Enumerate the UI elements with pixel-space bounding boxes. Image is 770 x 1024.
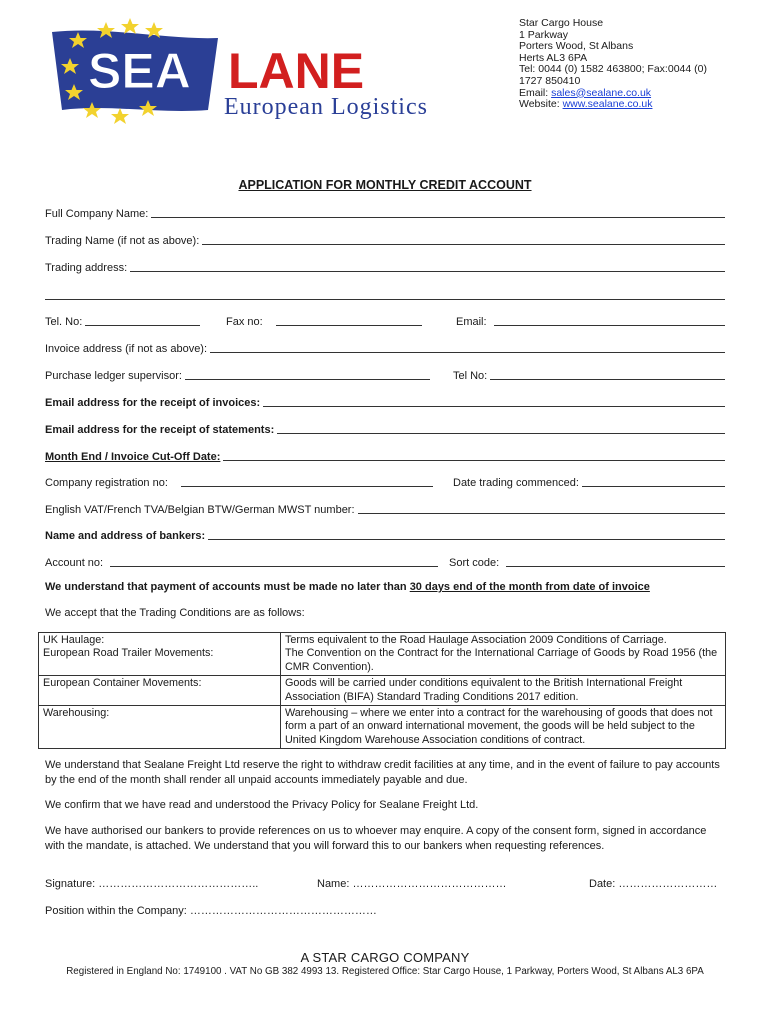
uk-haulage-terms: Terms equivalent to the Road Haulage Association 2009 Conditions of Carriage.: [285, 634, 667, 646]
star-cargo-company: A STAR CARGO COMPANY: [300, 950, 470, 965]
payment-terms-text: We understand that payment of accounts must be made no later than 30 days end of the month from date of invoice: [45, 581, 650, 593]
company-registration-row: [45, 473, 725, 489]
trading-address-row-2: [45, 286, 725, 302]
form-title: APPLICATION FOR MONTHLY CREDIT ACCOUNT: [238, 178, 532, 192]
account-no-field[interactable]: [110, 556, 438, 567]
email-line: Email: sales@sealane.co.uk: [519, 86, 652, 99]
website-line: Website: www.sealane.co.uk: [519, 98, 653, 111]
email-statements-field[interactable]: [277, 423, 725, 434]
fax-label: Fax no:: [226, 316, 263, 328]
account-no-label: Account no:: [45, 557, 104, 569]
name-field[interactable]: Name: ……………………………………: [317, 878, 507, 890]
address-line: Herts AL3 6PA: [519, 51, 588, 64]
trading-name-label: Trading Name (if not as above):: [45, 235, 200, 247]
full-company-name-field[interactable]: [151, 207, 725, 218]
sort-code-field[interactable]: [506, 556, 725, 567]
withdraw-credit-text: We understand that Sealane Freight Ltd reserve the right to withdraw credit facilities at any time, and in the event of failure to pay accounts by the end of the month shall render all unpaid accounts immediately payable and due.: [45, 759, 720, 786]
tel-no-label: Tel No:: [453, 370, 488, 382]
date-trading-field[interactable]: [582, 476, 725, 487]
registration-details: Registered in England No: 1749100 . VAT No GB 382 4993 13. Registered Office: Star Cargo House, 1 Parkway, Porters Wood, St Albans AL3 6PA: [66, 966, 704, 977]
bankers-row: [45, 526, 725, 542]
address-line: Porters Wood, St Albans: [519, 40, 634, 53]
table-row: [39, 706, 726, 749]
trading-name-field[interactable]: [202, 234, 725, 245]
fax-field[interactable]: [276, 315, 422, 326]
bankers-reference-text: We have authorised our bankers to provide references on us to whoever may enquire. A copy of the consent form, signed in accordance with the mandate, is attached. We understand that you will forward this to our bankers when requesting references.: [45, 825, 707, 852]
month-end-label: Month End / Invoice Cut-Off Date:: [45, 451, 221, 463]
phone-fax-line: Tel: 0044 (0) 1582 463800; Fax:0044 (0): [519, 63, 707, 76]
vat-label: English VAT/French TVA/Belgian BTW/German MWST number:: [45, 504, 355, 516]
full-company-name-label: Full Company Name:: [45, 208, 149, 220]
trading-address-label: Trading address:: [45, 262, 128, 274]
email-invoices-label: Email address for the receipt of invoices:: [45, 397, 261, 409]
container-movements-label: European Container Movements:: [39, 676, 281, 706]
vat-field[interactable]: [358, 503, 725, 514]
date-trading-label: Date trading commenced:: [453, 477, 579, 489]
tagline-text: European Logistics: [224, 94, 428, 120]
accept-conditions-text: We accept that the Trading Conditions are as follows:: [45, 607, 305, 619]
invoice-address-row: [45, 339, 725, 355]
trading-name-row: [45, 231, 725, 247]
date-field[interactable]: Date: ………………………: [589, 878, 718, 890]
warehousing-terms: Warehousing – where we enter into a contract for the warehousing of goods that does not form a part of an onward international movement, the goods will be held subject to the United Kingdom Warehouse Association conditions of contract.: [281, 706, 726, 749]
website-link[interactable]: www.sealane.co.uk: [562, 98, 653, 111]
sealane-logo: [48, 18, 508, 130]
purchase-ledger-label: Purchase ledger supervisor:: [45, 370, 182, 382]
contact-row: [45, 312, 725, 328]
invoice-address-field[interactable]: [210, 342, 725, 353]
privacy-policy-text: We confirm that we have read and understood the Privacy Policy for Sealane Freight Ltd.: [45, 799, 479, 811]
company-reg-label: Company registration no:: [45, 477, 168, 489]
european-road-trailer-label: European Road Trailer Movements:: [43, 647, 214, 660]
account-row: [45, 553, 725, 569]
cmr-convention-terms: The Convention on the Contract for the International Carriage of Goods by Road 1956 (the CMR Convention).: [285, 647, 718, 673]
month-end-field[interactable]: [223, 450, 725, 461]
position-row: [45, 905, 735, 917]
bankers-label: Name and address of bankers:: [45, 530, 206, 542]
address-line: 1 Parkway: [519, 28, 569, 41]
warehousing-label: Warehousing:: [39, 706, 281, 749]
tel-no-field[interactable]: [490, 369, 725, 380]
month-end-row: [45, 447, 725, 463]
email-label: Email:: [456, 316, 487, 328]
vat-row: [45, 500, 725, 516]
uk-haulage-label: UK Haulage:: [43, 634, 105, 646]
invoice-address-label: Invoice address (if not as above):: [45, 343, 208, 355]
table-row: [39, 633, 726, 676]
payment-terms-emphasis: 30 days end of the month from date of invoice: [409, 581, 650, 593]
email-statements-row: [45, 420, 725, 436]
bankers-field[interactable]: [208, 529, 725, 540]
trading-address-row: [45, 258, 725, 274]
signature-field[interactable]: Signature: ……………………………………..: [45, 878, 259, 890]
purchase-ledger-row: [45, 366, 725, 382]
email-field[interactable]: [494, 315, 725, 326]
table-row: [39, 676, 726, 706]
company-reg-field[interactable]: [181, 476, 433, 487]
email-invoices-field[interactable]: [263, 396, 725, 407]
full-company-name-row: [45, 204, 725, 220]
fax-line: 1727 850410: [519, 74, 581, 87]
bifa-terms: Goods will be carried under conditions equivalent to the British International Freight Association (BIFA) Standard Trading Conditions 2017 edition.: [281, 676, 726, 706]
company-address: [519, 18, 707, 111]
email-statements-label: Email address for the receipt of statements:: [45, 424, 275, 436]
sort-code-label: Sort code:: [449, 557, 500, 569]
brand-sea-text: SEA: [88, 43, 191, 99]
tel-field[interactable]: [85, 315, 200, 326]
position-field[interactable]: Position within the Company: ……………………………………………: [45, 905, 377, 917]
tel-label: Tel. No:: [45, 316, 83, 328]
email-invoices-row: [45, 393, 725, 409]
brand-lane-text: LANE: [228, 43, 365, 99]
trading-address-field-2[interactable]: [45, 289, 725, 300]
purchase-ledger-field[interactable]: [185, 369, 430, 380]
address-line: Star Cargo House: [519, 17, 604, 29]
email-link[interactable]: sales@sealane.co.uk: [551, 86, 652, 99]
trading-address-field[interactable]: [130, 261, 725, 272]
trading-conditions-table: [38, 632, 726, 749]
